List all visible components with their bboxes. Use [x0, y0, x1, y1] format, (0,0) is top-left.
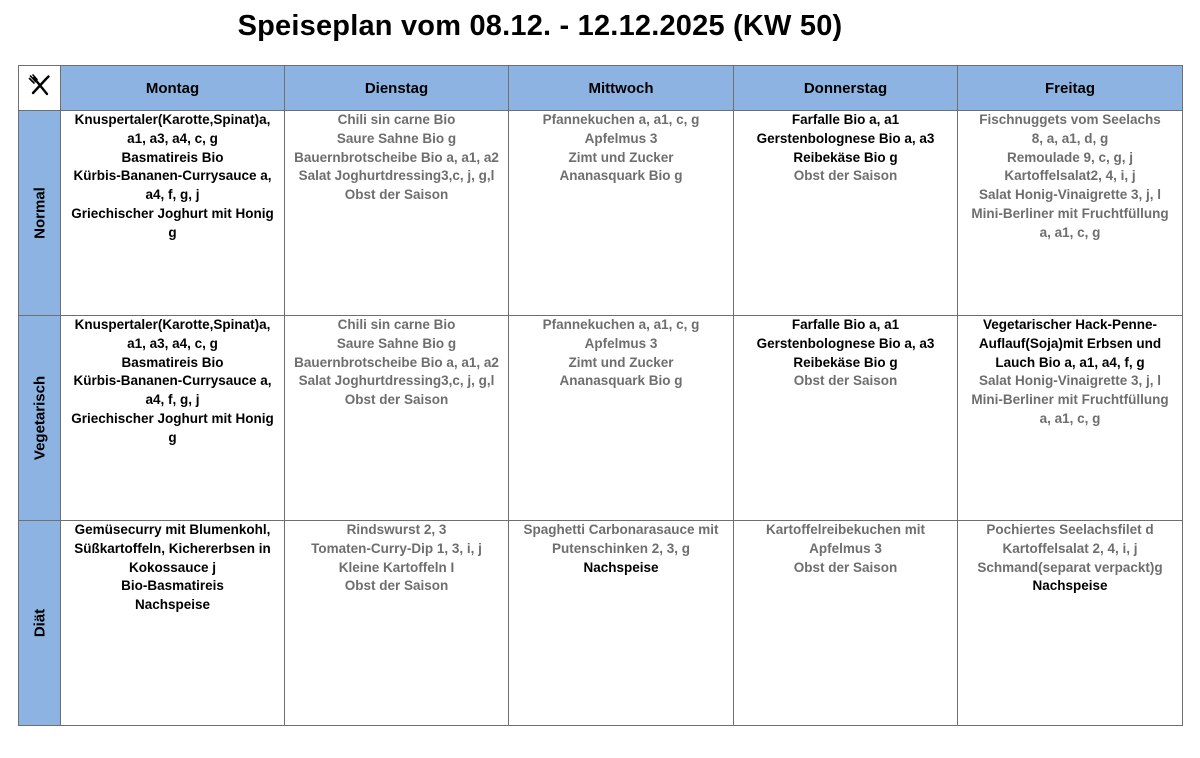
menu-line: Lauch Bio a, a1, a4, f, g	[995, 354, 1145, 370]
day-header-dienstag: Dienstag	[285, 66, 509, 111]
menu-line: Mini-Berliner mit Fruchtfüllung	[971, 205, 1169, 221]
menu-line: Ananasquark Bio g	[559, 168, 683, 184]
menu-line: Zimt und Zucker	[568, 354, 674, 370]
menu-line: Salat Honig-Vinaigrette 3, j, l	[978, 187, 1162, 203]
menu-line: Gemüsecurry mit Blumenkohl,	[74, 522, 271, 537]
menu-line: Basmatireis Bio	[121, 149, 224, 165]
row-header	[19, 521, 61, 726]
menu-table	[18, 65, 1183, 726]
menu-line: Schmand(separat verpackt)g	[977, 559, 1163, 575]
menu-line: Bauernbrotscheibe Bio a, a1, a2	[294, 149, 499, 165]
menu-line: Apfelmus 3	[584, 335, 658, 351]
row-label: Normal	[31, 187, 48, 239]
menu-line: Kleine Kartoffeln I	[338, 559, 455, 575]
menu-line: Farfalle Bio a, a1	[791, 317, 900, 332]
menu-cell	[285, 111, 509, 316]
menu-line: Reibekäse Bio g	[793, 149, 898, 165]
menu-line: Kürbis-Bananen-Currysauce a,	[73, 373, 272, 389]
menu-line: Basmatireis Bio	[121, 354, 224, 370]
menu-line: Nachspeise	[583, 559, 659, 575]
menu-cell	[958, 316, 1183, 521]
menu-line: Apfelmus 3	[809, 540, 882, 556]
menu-row-diät	[19, 521, 1183, 726]
menu-line: Griechischer Joghurt mit Honig	[71, 205, 274, 221]
menu-line: Saure Sahne Bio g	[336, 130, 457, 146]
menu-line: Putenschinken 2, 3, g	[551, 540, 691, 556]
menu-line: Reibekäse Bio g	[793, 354, 898, 370]
menu-line: Remoulade 9, c, g, j	[1006, 149, 1134, 165]
menu-cell	[61, 111, 285, 316]
menu-cell	[958, 111, 1183, 316]
menu-line: Süßkartoffeln, Kichererbsen in	[74, 540, 271, 556]
menu-line: a, a1, c, g	[1039, 224, 1101, 240]
menu-cell	[509, 111, 734, 316]
menu-cell	[509, 316, 734, 521]
menu-cell	[734, 521, 958, 726]
menu-cell	[285, 521, 509, 726]
menu-line: Salat Honig-Vinaigrette 3, j, l	[978, 373, 1162, 389]
menu-line: Chili sin carne Bio	[337, 112, 456, 127]
row-label: Vegetarisch	[31, 375, 48, 461]
menu-line: Obst der Saison	[793, 168, 898, 184]
menu-cell	[61, 316, 285, 521]
day-header-donnerstag: Donnerstag	[734, 66, 958, 111]
menu-line: Apfelmus 3	[584, 130, 658, 146]
menu-line: a1, a3, a4, c, g	[127, 335, 218, 351]
menu-line: a1, a3, a4, c, g	[127, 130, 218, 146]
corner-cell	[19, 66, 61, 111]
menu-line: a4, f, g, j	[145, 187, 200, 203]
menu-line: Salat Joghurtdressing3,c, j, g,l	[298, 373, 495, 389]
menu-line: Obst der Saison	[793, 559, 898, 575]
menu-line: Auflauf(Soja)mit Erbsen und	[978, 335, 1162, 351]
menu-line: Knuspertaler(Karotte,Spinat)a,	[74, 112, 271, 127]
menu-line: a, a1, c, g	[1039, 410, 1101, 426]
row-label: Diät	[31, 608, 48, 638]
menu-line: Nachspeise	[134, 597, 211, 613]
menu-line: Knuspertaler(Karotte,Spinat)a,	[74, 317, 271, 332]
menu-line: Vegetarischer Hack-Penne-	[982, 317, 1158, 332]
row-header	[19, 111, 61, 316]
menu-line: 8, a, a1, d, g	[1031, 130, 1109, 146]
menu-line: Rindswurst 2, 3	[346, 522, 447, 537]
menu-line: Pfannekuchen a, a1, c, g	[542, 317, 700, 332]
menu-line: Obst der Saison	[344, 578, 449, 594]
menu-line: Gerstenbolognese Bio a, a3	[756, 335, 935, 351]
fork-knife-icon	[27, 73, 53, 99]
menu-line: Nachspeise	[1032, 578, 1108, 594]
header-row	[19, 66, 1183, 111]
menu-line: g	[168, 429, 177, 445]
menu-cell	[734, 111, 958, 316]
menu-line: a4, f, g, j	[145, 392, 200, 408]
menu-line: Fischnuggets vom Seelachs	[979, 112, 1161, 127]
menu-row-normal	[19, 111, 1183, 316]
menu-cell	[958, 521, 1183, 726]
menu-line: Obst der Saison	[793, 373, 898, 389]
day-header-mittwoch: Mittwoch	[509, 66, 734, 111]
menu-line: Pfannekuchen a, a1, c, g	[542, 112, 700, 127]
menu-cell	[285, 316, 509, 521]
menu-line: Ananasquark Bio g	[559, 373, 683, 389]
page-title: Speiseplan vom 08.12. - 12.12.2025 (KW 50)	[237, 10, 843, 42]
menu-cell	[509, 521, 734, 726]
menu-line: Bauernbrotscheibe Bio a, a1, a2	[294, 354, 499, 370]
menu-line: Kartoffelsalat 2, 4, i, j	[1002, 540, 1138, 556]
day-header-montag: Montag	[61, 66, 285, 111]
menu-line: Tomaten-Curry-Dip 1, 3, i, j	[311, 540, 482, 556]
menu-line: Obst der Saison	[344, 392, 449, 408]
menu-line: Zimt und Zucker	[568, 149, 674, 165]
menu-cell	[61, 521, 285, 726]
menu-line: Kürbis-Bananen-Currysauce a,	[73, 168, 272, 184]
menu-line: Spaghetti Carbonarasauce mit	[523, 522, 719, 537]
menu-line: Obst der Saison	[344, 187, 449, 203]
menu-cell	[734, 316, 958, 521]
menu-line: Mini-Berliner mit Fruchtfüllung	[971, 392, 1169, 408]
menu-line: Saure Sahne Bio g	[336, 335, 457, 351]
row-header	[19, 316, 61, 521]
menu-line: Salat Joghurtdressing3,c, j, g,l	[298, 168, 495, 184]
menu-line: Kartoffelsalat2, 4, i, j	[1004, 168, 1136, 184]
menu-line: Griechischer Joghurt mit Honig	[71, 410, 274, 426]
menu-row-vegetarisch	[19, 316, 1183, 521]
menu-line: Gerstenbolognese Bio a, a3	[756, 130, 935, 146]
day-header-freitag: Freitag	[958, 66, 1183, 111]
menu-line: Kokossauce j	[128, 559, 217, 575]
menu-line: g	[168, 224, 177, 240]
menu-line: Bio-Basmatireis	[121, 578, 224, 594]
menu-line: Pochiertes Seelachsfilet d	[986, 522, 1154, 537]
menu-line: Farfalle Bio a, a1	[791, 112, 900, 127]
menu-line: Chili sin carne Bio	[337, 317, 456, 332]
menu-line: Kartoffelreibekuchen mit	[765, 522, 926, 537]
